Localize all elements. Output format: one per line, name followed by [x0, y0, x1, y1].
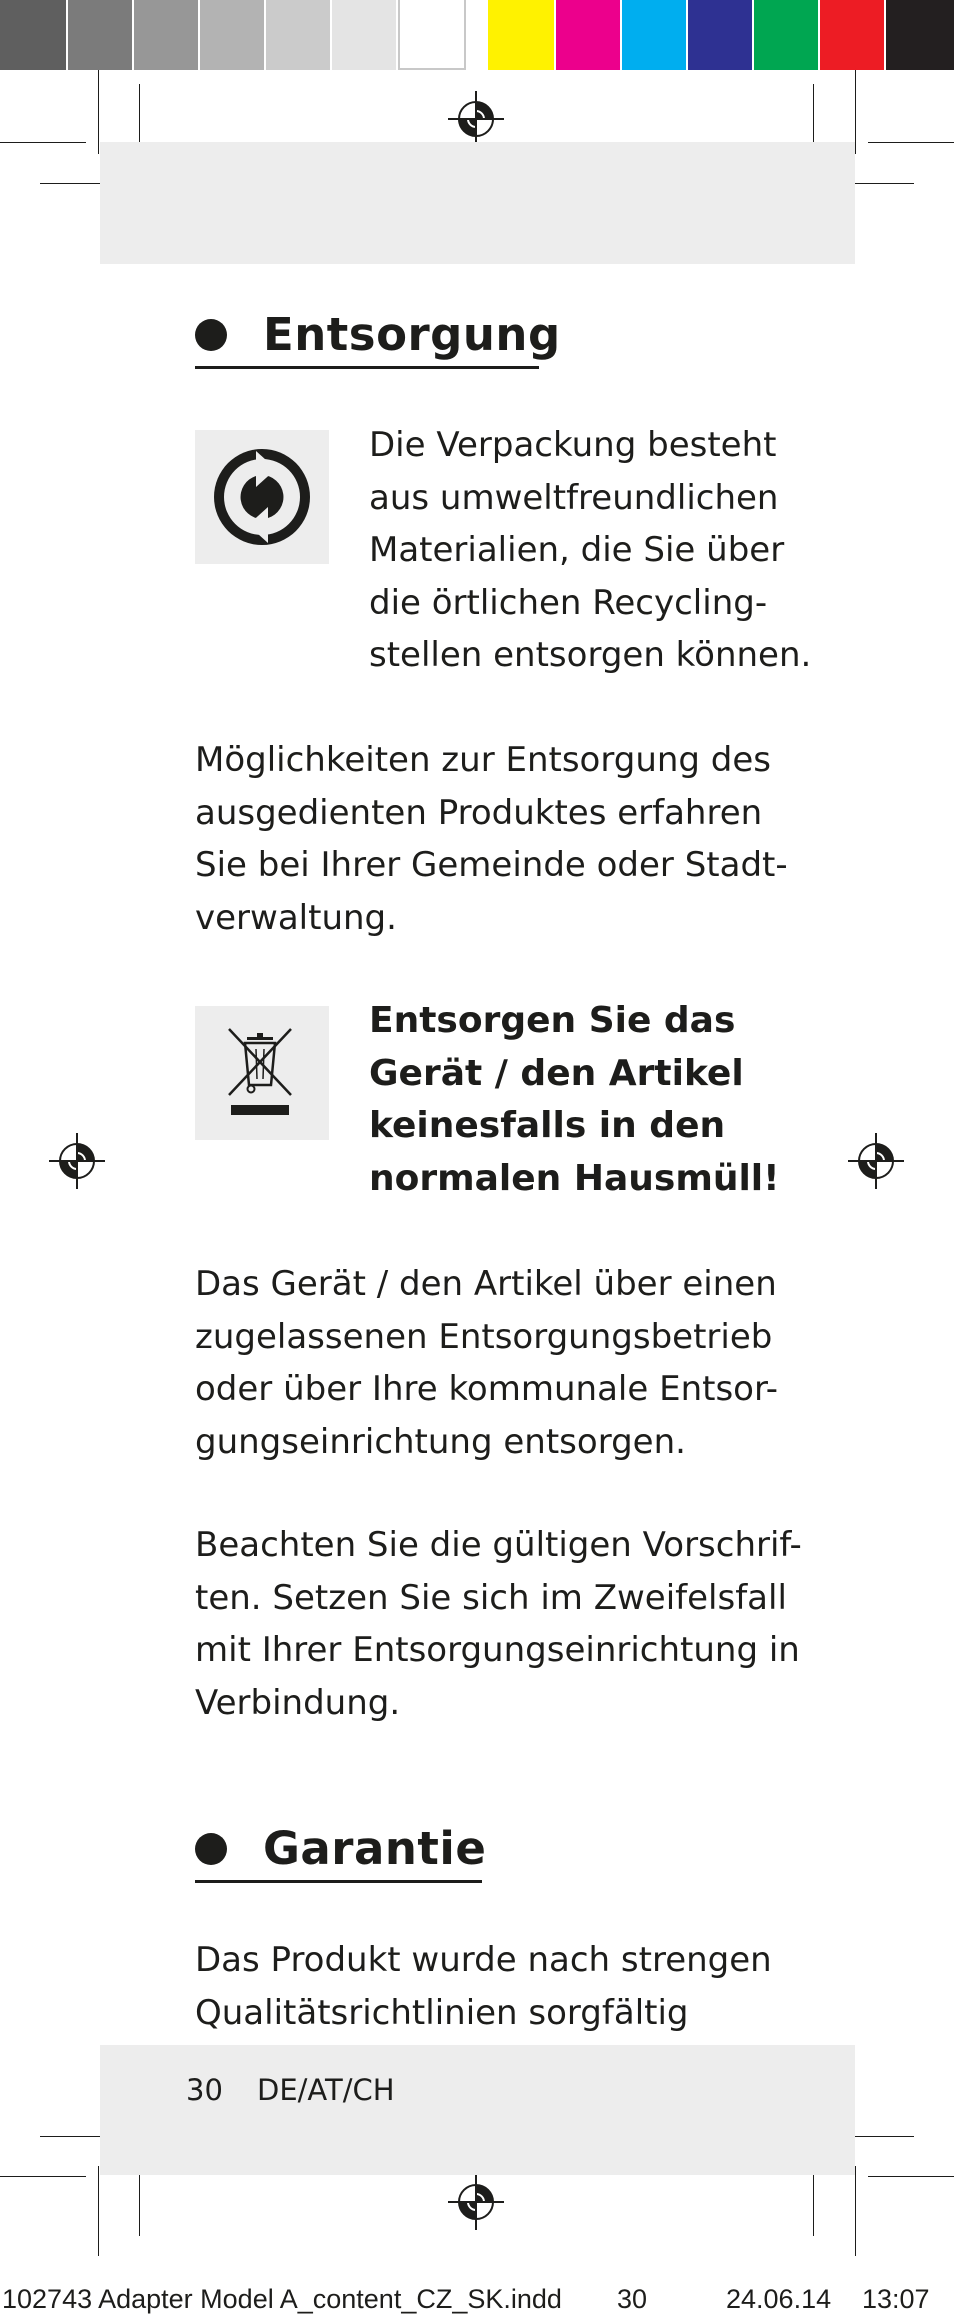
green-swatch — [754, 0, 818, 70]
red-swatch — [820, 0, 884, 70]
heading-text: Garantie — [263, 1822, 487, 1875]
registration-mark-icon — [448, 91, 504, 147]
crop-mark — [855, 2166, 856, 2256]
text-line: Entsorgen Sie das — [369, 1000, 736, 1041]
slug-page: 30 — [617, 2284, 648, 2314]
text-line: Gerät / den Artikel — [369, 1052, 744, 1094]
white-swatch — [398, 0, 466, 70]
text-line: zugelassenen Entsorgungsbetrieb — [195, 1316, 773, 1357]
crop-mark — [855, 70, 856, 154]
page-number: 30 — [186, 2073, 223, 2107]
regulations-paragraph — [195, 1519, 802, 1729]
packaging-paragraph — [369, 419, 811, 682]
gray-swatch — [332, 0, 396, 70]
text-line: Sie bei Ihrer Gemeinde oder Stadt- — [195, 845, 788, 885]
text-line: Verbindung. — [195, 1682, 401, 1723]
slug-date: 24.06.14 — [726, 2284, 832, 2314]
slug-filename: 102743 Adapter Model A_content_CZ_SK.indd — [2, 2284, 562, 2314]
gray-swatch — [0, 0, 66, 70]
heading-text: Entsorgung — [263, 308, 561, 361]
section-heading-disposal — [195, 308, 561, 362]
gray-swatch — [266, 0, 330, 70]
crop-mark — [868, 2176, 954, 2177]
text-line: mit Ihrer Entsorgungseinrichtung in — [195, 1630, 800, 1670]
gray-swatch — [68, 0, 132, 70]
text-line: ten. Setzen Sie sich im Zweifelsfall — [195, 1577, 787, 1618]
warning-paragraph — [369, 995, 780, 1205]
heading-underline — [195, 1880, 482, 1883]
blue-swatch — [688, 0, 752, 70]
text-line: Möglichkeiten zur Entsorgung des — [195, 740, 772, 780]
region-label: DE/AT/CH — [257, 2073, 395, 2107]
registration-mark-icon — [49, 1133, 105, 1189]
section-heading-warranty — [195, 1822, 486, 1876]
crop-mark — [813, 2166, 814, 2236]
text-line: normalen Hausmüll! — [369, 1157, 780, 1199]
slug-time: 13:07 — [862, 2284, 930, 2314]
bullet-icon — [195, 1833, 227, 1865]
crop-mark — [98, 70, 99, 154]
text-line: keinesfalls in den — [369, 1105, 726, 1146]
green-dot-recycling-icon — [195, 430, 329, 564]
crop-mark — [0, 2176, 86, 2177]
crop-mark — [98, 2166, 99, 2256]
text-line: Materialien, die Sie über — [369, 530, 785, 570]
text-line: Qualitätsrichtlinien sorgfältig — [195, 1992, 689, 2033]
registration-mark-icon — [448, 2174, 504, 2230]
disposal-options-paragraph — [195, 734, 788, 944]
text-line: oder über Ihre kommunale Entsor- — [195, 1369, 779, 1409]
text-line: Beachten Sie die gültigen Vorschrif- — [195, 1525, 802, 1565]
header-band — [100, 142, 855, 264]
magenta-swatch — [556, 0, 620, 70]
warranty-intro-paragraph — [195, 1934, 772, 2039]
text-line: gungseinrichtung entsorgen. — [195, 1421, 686, 1462]
text-line: die örtlichen Recycling- — [369, 582, 768, 623]
text-line: verwaltung. — [195, 897, 397, 938]
disposal-service-paragraph — [195, 1258, 778, 1468]
crossed-out-wheelie-bin-icon — [195, 1006, 329, 1140]
crop-mark — [868, 142, 954, 143]
gray-swatch — [134, 0, 198, 70]
text-line: stellen entsorgen können. — [369, 635, 812, 675]
gray-swatch — [200, 0, 264, 70]
text-line: Das Gerät / den Artikel über einen — [195, 1264, 777, 1304]
crop-mark — [0, 142, 86, 143]
black-swatch — [886, 0, 954, 70]
cyan-swatch — [622, 0, 686, 70]
text-line: Die Verpackung besteht — [369, 425, 777, 465]
registration-mark-icon — [848, 1133, 904, 1189]
text-line: Das Produkt wurde nach strengen — [195, 1940, 772, 1980]
footer-band — [100, 2045, 855, 2175]
text-line: ausgedienten Produktes erfahren — [195, 792, 763, 833]
yellow-swatch — [488, 0, 554, 70]
text-line: aus umweltfreundlichen — [369, 477, 779, 518]
heading-underline — [195, 366, 539, 369]
crop-mark — [139, 2166, 140, 2236]
bullet-icon — [195, 319, 227, 351]
